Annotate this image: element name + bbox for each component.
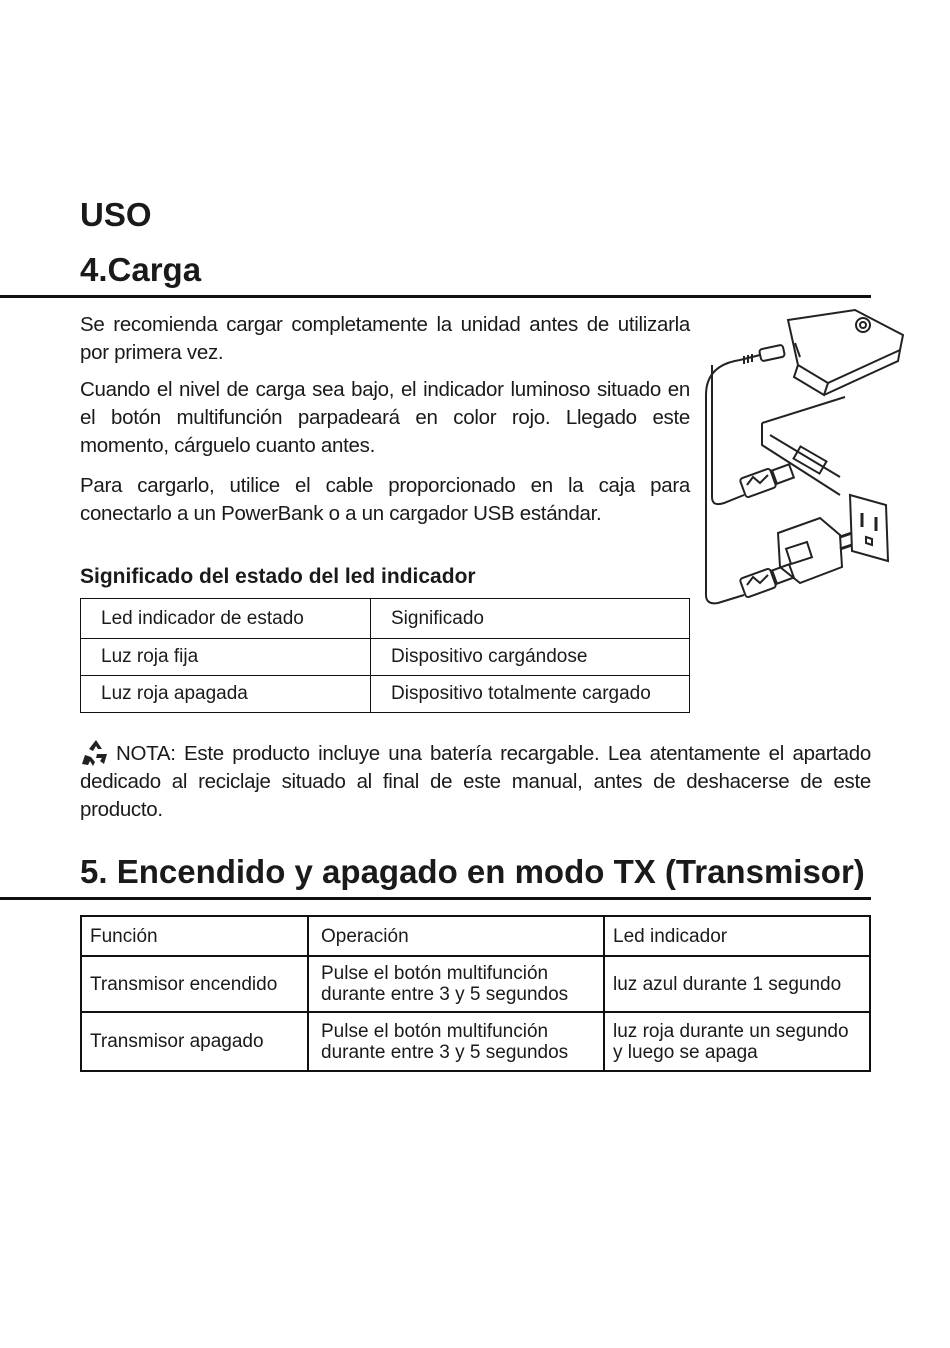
table-row <box>81 1012 870 1071</box>
section-title-carga: 4.Carga <box>80 251 202 288</box>
table-header-cell: Operación <box>308 916 604 956</box>
recycling-note <box>80 738 871 824</box>
table-header-row <box>81 599 690 639</box>
table-cell: Luz roja apagada <box>81 676 371 713</box>
tx-mode-table <box>80 915 871 1072</box>
table-cell: Dispositivo totalmente cargado <box>371 676 690 713</box>
table-row <box>81 639 690 676</box>
section-divider <box>0 897 871 900</box>
paragraph-3: Para cargarlo, utilice el cable proporcionado en la caja para conectarlo a un PowerBank o a un cargador USB estándar. <box>80 474 690 525</box>
note-text: NOTA: Este producto incluye una batería recargable. Lea atentamente el apartado dedicado al reciclaje situado al final de este manual, antes de deshacerse de este producto. <box>80 742 871 821</box>
table-cell: Luz roja fija <box>81 639 371 676</box>
led-table-title: Significado del estado del led indicador <box>80 565 476 588</box>
table-header-row <box>81 916 870 956</box>
recycle-icon <box>80 738 112 768</box>
paragraph-2: Cuando el nivel de carga sea bajo, el indicador luminoso situado en el botón multifunción parpadeará en color rojo. Llegado este momento, cárguelo cuanto antes. <box>80 378 690 457</box>
table-header-cell: Led indicador de estado <box>81 599 371 639</box>
table-cell: Transmisor apagado <box>81 1012 308 1071</box>
led-status-table <box>80 598 690 713</box>
table-row <box>81 676 690 713</box>
charging-illustration <box>700 305 910 610</box>
table-header-cell: Función <box>81 916 308 956</box>
table-cell: Pulse el botón multifunción durante entre 3 y 5 segundos <box>308 956 604 1012</box>
table-cell: Transmisor encendido <box>81 956 308 1012</box>
section-title-transmisor: 5. Encendido y apagado en modo TX (Transmisor) <box>80 853 865 890</box>
table-header-cell: Led indicador <box>604 916 870 956</box>
section-divider <box>0 295 871 298</box>
table-header-cell: Significado <box>371 599 690 639</box>
table-cell: Pulse el botón multifunción durante entre 3 y 5 segundos <box>308 1012 604 1071</box>
table-row <box>81 956 870 1012</box>
table-cell: Dispositivo cargándose <box>371 639 690 676</box>
table-cell: luz roja durante un segundo y luego se apaga <box>604 1012 870 1071</box>
paragraph-1: Se recomienda cargar completamente la unidad antes de utilizarla por primera vez. <box>80 313 690 364</box>
table-cell: luz azul durante 1 segundo <box>604 956 870 1012</box>
section-title-uso: USO <box>80 196 152 233</box>
